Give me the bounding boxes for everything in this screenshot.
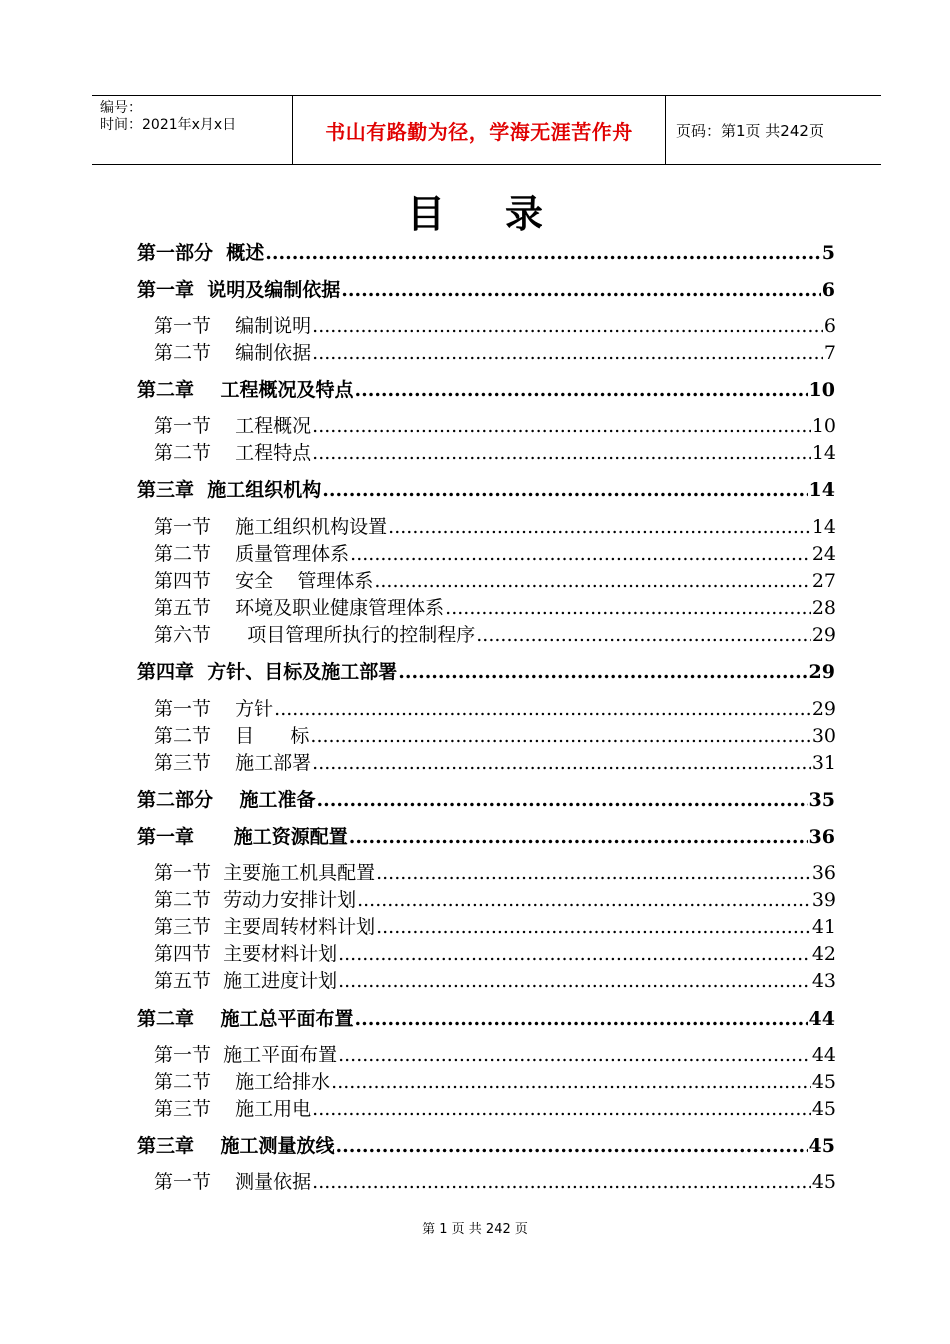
toc-entry-page: 44 <box>808 1008 835 1030</box>
toc-leader <box>354 377 807 403</box>
toc-entry[interactable] <box>154 968 836 994</box>
page-title: 目录 <box>406 191 603 236</box>
toc-entry-label: 第三章 施工组织机构 <box>137 479 322 501</box>
toc-leader <box>331 1069 811 1095</box>
toc-entry[interactable] <box>137 659 835 685</box>
toc-entry-label: 第二节 施工给排水 <box>154 1071 331 1093</box>
toc-entry[interactable] <box>154 541 836 567</box>
toc-leader <box>312 313 823 339</box>
toc-leader <box>312 1169 811 1195</box>
toc-entry[interactable] <box>154 941 836 967</box>
toc-entry[interactable] <box>154 568 836 594</box>
toc-entry-label: 第一节 方针 <box>154 698 274 720</box>
toc-entry-label: 第一部分 概述 <box>137 242 265 264</box>
toc-entry[interactable] <box>154 1069 836 1095</box>
toc-entry-page: 45 <box>808 1135 835 1157</box>
toc-leader <box>374 568 810 594</box>
toc-entry[interactable] <box>154 440 836 466</box>
toc-leader <box>312 340 823 366</box>
toc-leader <box>376 914 811 940</box>
toc-entry[interactable] <box>154 514 836 540</box>
toc-leader <box>338 968 811 994</box>
toc-entry-label: 第三节 施工用电 <box>154 1098 312 1120</box>
document-header <box>92 95 881 165</box>
toc-entry-page: 7 <box>823 342 836 364</box>
toc-leader <box>341 277 821 303</box>
toc-entry-label: 第三章 施工测量放线 <box>137 1135 335 1157</box>
toc-entry-label: 第二节 目 标 <box>154 725 310 747</box>
toc-entry-label: 第三节 施工部署 <box>154 752 312 774</box>
toc-leader <box>274 696 811 722</box>
toc-leader <box>312 750 811 776</box>
header-number-label: 编号： <box>100 100 142 116</box>
toc-leader <box>265 240 821 266</box>
toc-leader <box>398 659 807 685</box>
toc-entry-page: 41 <box>811 916 836 938</box>
toc-entry-label: 第一节 工程概况 <box>154 415 312 437</box>
toc-entry[interactable] <box>154 1169 836 1195</box>
toc-entry-page: 10 <box>811 415 836 437</box>
toc-entry-page: 30 <box>811 725 836 747</box>
toc-leader <box>476 622 811 648</box>
toc-entry-page: 5 <box>821 242 835 264</box>
toc-entry[interactable] <box>154 313 836 339</box>
toc-entry[interactable] <box>154 413 836 439</box>
toc-entry-label: 第五节 环境及职业健康管理体系 <box>154 597 445 619</box>
toc-entry-page: 6 <box>823 315 836 337</box>
toc-entry-page: 29 <box>811 624 836 646</box>
toc-entry[interactable] <box>137 477 835 503</box>
toc-entry[interactable] <box>137 1006 835 1032</box>
toc-entry-label: 第一节 施工平面布置 <box>154 1044 338 1066</box>
toc-entry-label: 第六节 项目管理所执行的控制程序 <box>154 624 476 646</box>
toc-leader <box>350 541 811 567</box>
toc-entry-label: 第一节 测量依据 <box>154 1171 312 1193</box>
toc-entry-page: 29 <box>808 661 835 683</box>
toc-entry[interactable] <box>154 723 836 749</box>
toc-leader <box>312 1096 811 1122</box>
toc-entry-label: 第三节 主要周转材料计划 <box>154 916 376 938</box>
toc-leader <box>338 1042 811 1068</box>
header-page-info: 页码：第1页 共242页 <box>676 121 824 140</box>
toc-entry[interactable] <box>154 1096 836 1122</box>
toc-entry-label: 第一章 说明及编制依据 <box>137 279 341 301</box>
toc-leader <box>388 514 811 540</box>
toc-entry-label: 第一节 施工组织机构设置 <box>154 516 388 538</box>
toc-leader <box>335 1133 807 1159</box>
toc-entry-label: 第二节 质量管理体系 <box>154 543 350 565</box>
toc-leader <box>322 477 807 503</box>
toc-entry-page: 6 <box>821 279 835 301</box>
toc-leader <box>338 941 811 967</box>
toc-entry-label: 第二章 施工总平面布置 <box>137 1008 354 1030</box>
toc-entry[interactable] <box>154 1042 836 1068</box>
header-meta <box>92 96 292 164</box>
toc-entry-label: 第四章 方针、目标及施工部署 <box>137 661 398 683</box>
toc-leader <box>312 413 811 439</box>
toc-entry[interactable] <box>154 696 836 722</box>
toc-entry[interactable] <box>154 750 836 776</box>
toc-entry-label: 第二节 工程特点 <box>154 442 312 464</box>
toc-entry[interactable] <box>154 887 836 913</box>
toc-entry-page: 43 <box>811 970 836 992</box>
toc-entry[interactable] <box>154 340 836 366</box>
toc-entry-label: 第五节 施工进度计划 <box>154 970 338 992</box>
toc-leader <box>445 595 811 621</box>
toc-entry[interactable] <box>154 914 836 940</box>
toc-entry-page: 45 <box>811 1098 836 1120</box>
toc-entry[interactable] <box>137 824 835 850</box>
toc-entry[interactable] <box>154 595 836 621</box>
toc-leader <box>349 824 808 850</box>
toc-leader <box>357 887 811 913</box>
toc-entry-label: 第二章 工程概况及特点 <box>137 379 354 401</box>
toc-entry-page: 14 <box>808 479 835 501</box>
toc-entry-page: 10 <box>808 379 835 401</box>
toc-entry-page: 27 <box>811 570 836 592</box>
toc-leader <box>354 1006 807 1032</box>
toc-entry-label: 第二节 劳动力安排计划 <box>154 889 357 911</box>
toc-entry-page: 31 <box>811 752 836 774</box>
toc-entry-label: 第四节 主要材料计划 <box>154 943 338 965</box>
page-footer: 第 1 页 共 242 页 <box>422 1222 528 1237</box>
toc-entry-label: 第二节 编制依据 <box>154 342 312 364</box>
toc-entry-label: 第二部分 施工准备 <box>137 789 316 811</box>
toc-entry-page: 29 <box>811 698 836 720</box>
toc-entry[interactable] <box>154 860 836 886</box>
toc-entry[interactable] <box>137 277 835 303</box>
toc-entry-page: 28 <box>811 597 836 619</box>
toc-entry-page: 44 <box>811 1044 836 1066</box>
toc-entry-page: 39 <box>811 889 836 911</box>
toc-entry-page: 35 <box>808 789 835 811</box>
header-time-label: 时间：2021年x月x日 <box>100 117 237 133</box>
toc-leader <box>316 787 807 813</box>
toc-entry-page: 14 <box>811 442 836 464</box>
toc-entry-page: 36 <box>808 826 835 848</box>
toc-entry-page: 45 <box>811 1171 836 1193</box>
toc-entry-page: 45 <box>811 1071 836 1093</box>
toc-leader <box>310 723 810 749</box>
toc-entry[interactable] <box>137 1133 835 1159</box>
toc-entry[interactable] <box>137 240 835 266</box>
toc-leader <box>312 440 811 466</box>
toc-entry[interactable] <box>137 787 835 813</box>
toc-entry-label: 第四节 安全 管理体系 <box>154 570 374 592</box>
header-motto: 书山有路勤为径，学海无涯苦作舟 <box>292 96 666 164</box>
toc-entry-label: 第一章 施工资源配置 <box>137 826 348 848</box>
toc-entry-label: 第一节 编制说明 <box>154 315 312 337</box>
toc-entry-page: 24 <box>811 543 836 565</box>
toc-entry-label: 第一节 主要施工机具配置 <box>154 862 376 884</box>
toc-entry[interactable] <box>137 377 835 403</box>
toc-entry-page: 42 <box>811 943 836 965</box>
toc-entry[interactable] <box>154 622 836 648</box>
toc-entry-page: 36 <box>811 862 836 884</box>
toc-leader <box>376 860 811 886</box>
toc-entry-page: 14 <box>811 516 836 538</box>
